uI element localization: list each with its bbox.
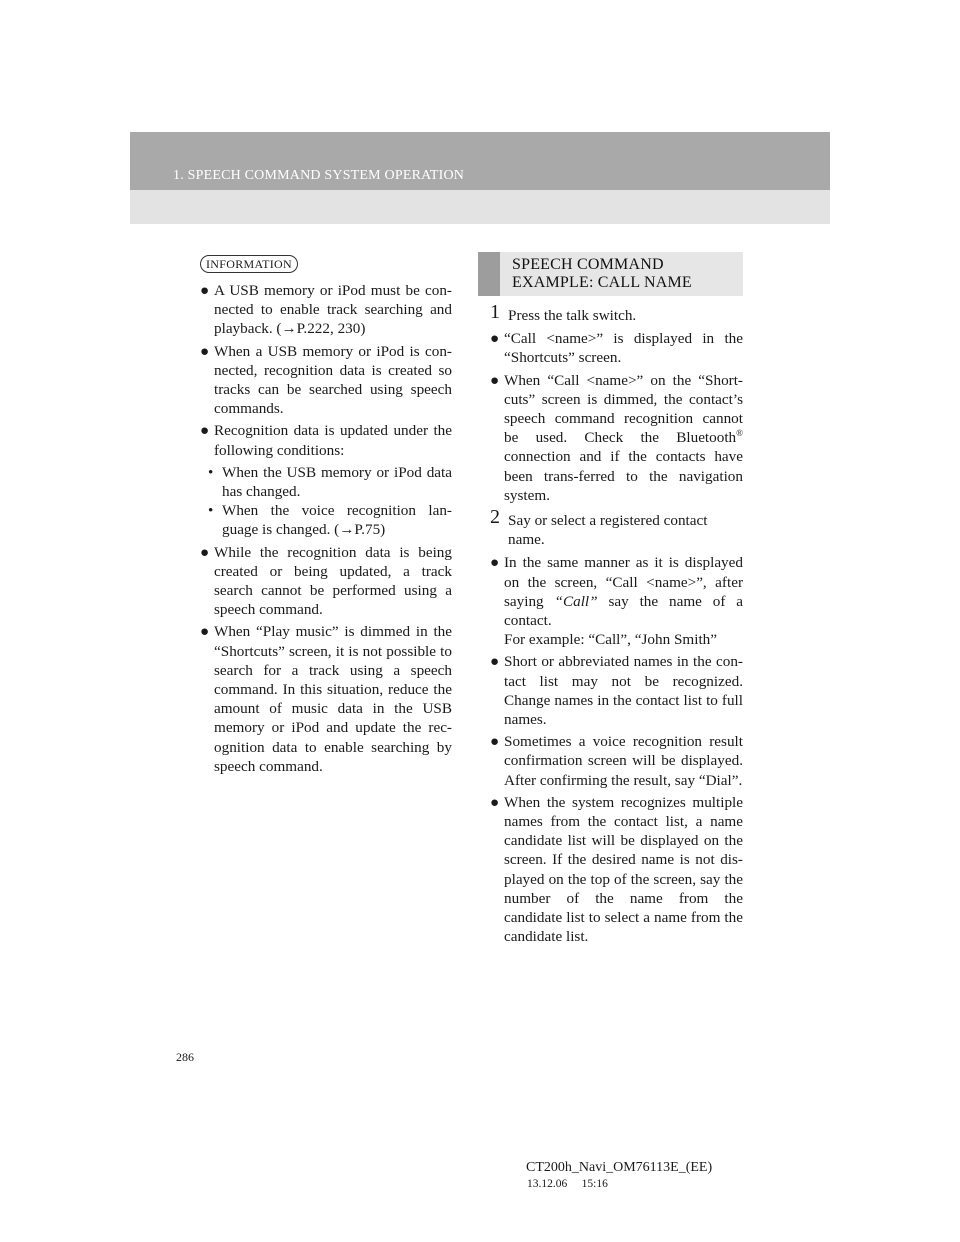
- info-sub-item: • When the voice recognition lan-guage is changed. (→P.75): [208, 502, 452, 539]
- info-bullet: ● While the recognition data is being created or being updated, a track search cannot be performed using a speech command.: [200, 543, 452, 619]
- header-subband: [130, 190, 830, 224]
- print-timestamp: 13.12.06 15:16: [527, 1178, 608, 1190]
- section-heading: [478, 252, 743, 296]
- section-heading-text: SPEECH COMMAND EXAMPLE: CALL NAME: [512, 256, 692, 291]
- bullet-icon: ●: [490, 371, 500, 389]
- bullet-icon: ●: [200, 422, 210, 440]
- bullet-icon: ●: [200, 543, 210, 561]
- sub-bullet-icon: •: [208, 463, 214, 481]
- step-bullet: ● Short or abbreviated names in the con-tact list may not be recognized. Change names in the contact list to full names.: [490, 653, 743, 729]
- bullet-icon: ●: [200, 282, 210, 299]
- section-heading-bar: [478, 252, 500, 296]
- info-bullet: ● Recognition data is updated under the following conditions:: [200, 422, 452, 459]
- document-code: CT200h_Navi_OM76113E_(EE): [526, 1160, 713, 1175]
- info-bullet: ● A USB memory or iPod must be con-nected to enable track searching and playback. (→P.222, 230): [200, 282, 452, 338]
- step-bullet: ● Sometimes a voice recognition result confirmation screen will be displayed. After confirming the result, say “Dial”.: [490, 733, 743, 789]
- bullet-icon: ●: [490, 653, 500, 671]
- page-header-title: 1. SPEECH COMMAND SYSTEM OPERATION: [173, 168, 465, 183]
- information-badge: INFORMATION: [200, 255, 298, 273]
- bullet-icon: ●: [200, 342, 210, 360]
- step-2: 2 Say or select a registered contact name.: [490, 506, 708, 549]
- sub-bullet-icon: •: [208, 502, 214, 520]
- info-bullet: ● When a USB memory or iPod is con-nected, recognition data is created so tracks can be searched using speech commands.: [200, 342, 452, 418]
- bullet-icon: ●: [490, 733, 500, 751]
- step-bullet: ● “Call <name>” is displayed in the “Shortcuts” screen.: [490, 330, 743, 367]
- bullet-icon: ●: [490, 330, 500, 348]
- bullet-icon: ●: [490, 554, 500, 572]
- step-bullet: ● When the system recognizes multiple names from the contact list, a name candidate list will be displayed on the screen. If the desired name is not dis-played on the top of the screen, say the number of the name from the candidate list to select a name from the candidate list.: [490, 793, 743, 946]
- bullet-icon: ●: [490, 793, 500, 811]
- information-column: [200, 254, 452, 779]
- page-number: 286: [176, 1050, 194, 1064]
- info-bullet: ● When “Play music” is dimmed in the “Shortcuts” screen, it is not possible to search for a track using a speech command. In this situation, reduce the amount of music data in the USB memory or iPod and update the rec-ognition data to enable searching by speech command.: [200, 623, 452, 775]
- step-bullet: ● In the same manner as it is displayed on the screen, “Call <name>”, after saying “Call” say the name of a contact. For example: “Call”, “John Smith”: [490, 554, 743, 649]
- bullet-icon: ●: [200, 623, 210, 641]
- step-number: 2: [490, 506, 500, 529]
- step-bullet: ● When “Call <name>” on the “Short-cuts” screen is dimmed, the contact’s speech command recognition cannot be used. Check the Bluetooth® connection and if the contacts have been trans-ferred to the navigation system.: [490, 371, 743, 504]
- steps-column: [490, 301, 743, 950]
- info-sub-item: • When the USB memory or iPod data has changed.: [208, 463, 452, 501]
- step-1: 1 Press the talk switch.: [490, 301, 637, 324]
- step-number: 1: [490, 301, 500, 323]
